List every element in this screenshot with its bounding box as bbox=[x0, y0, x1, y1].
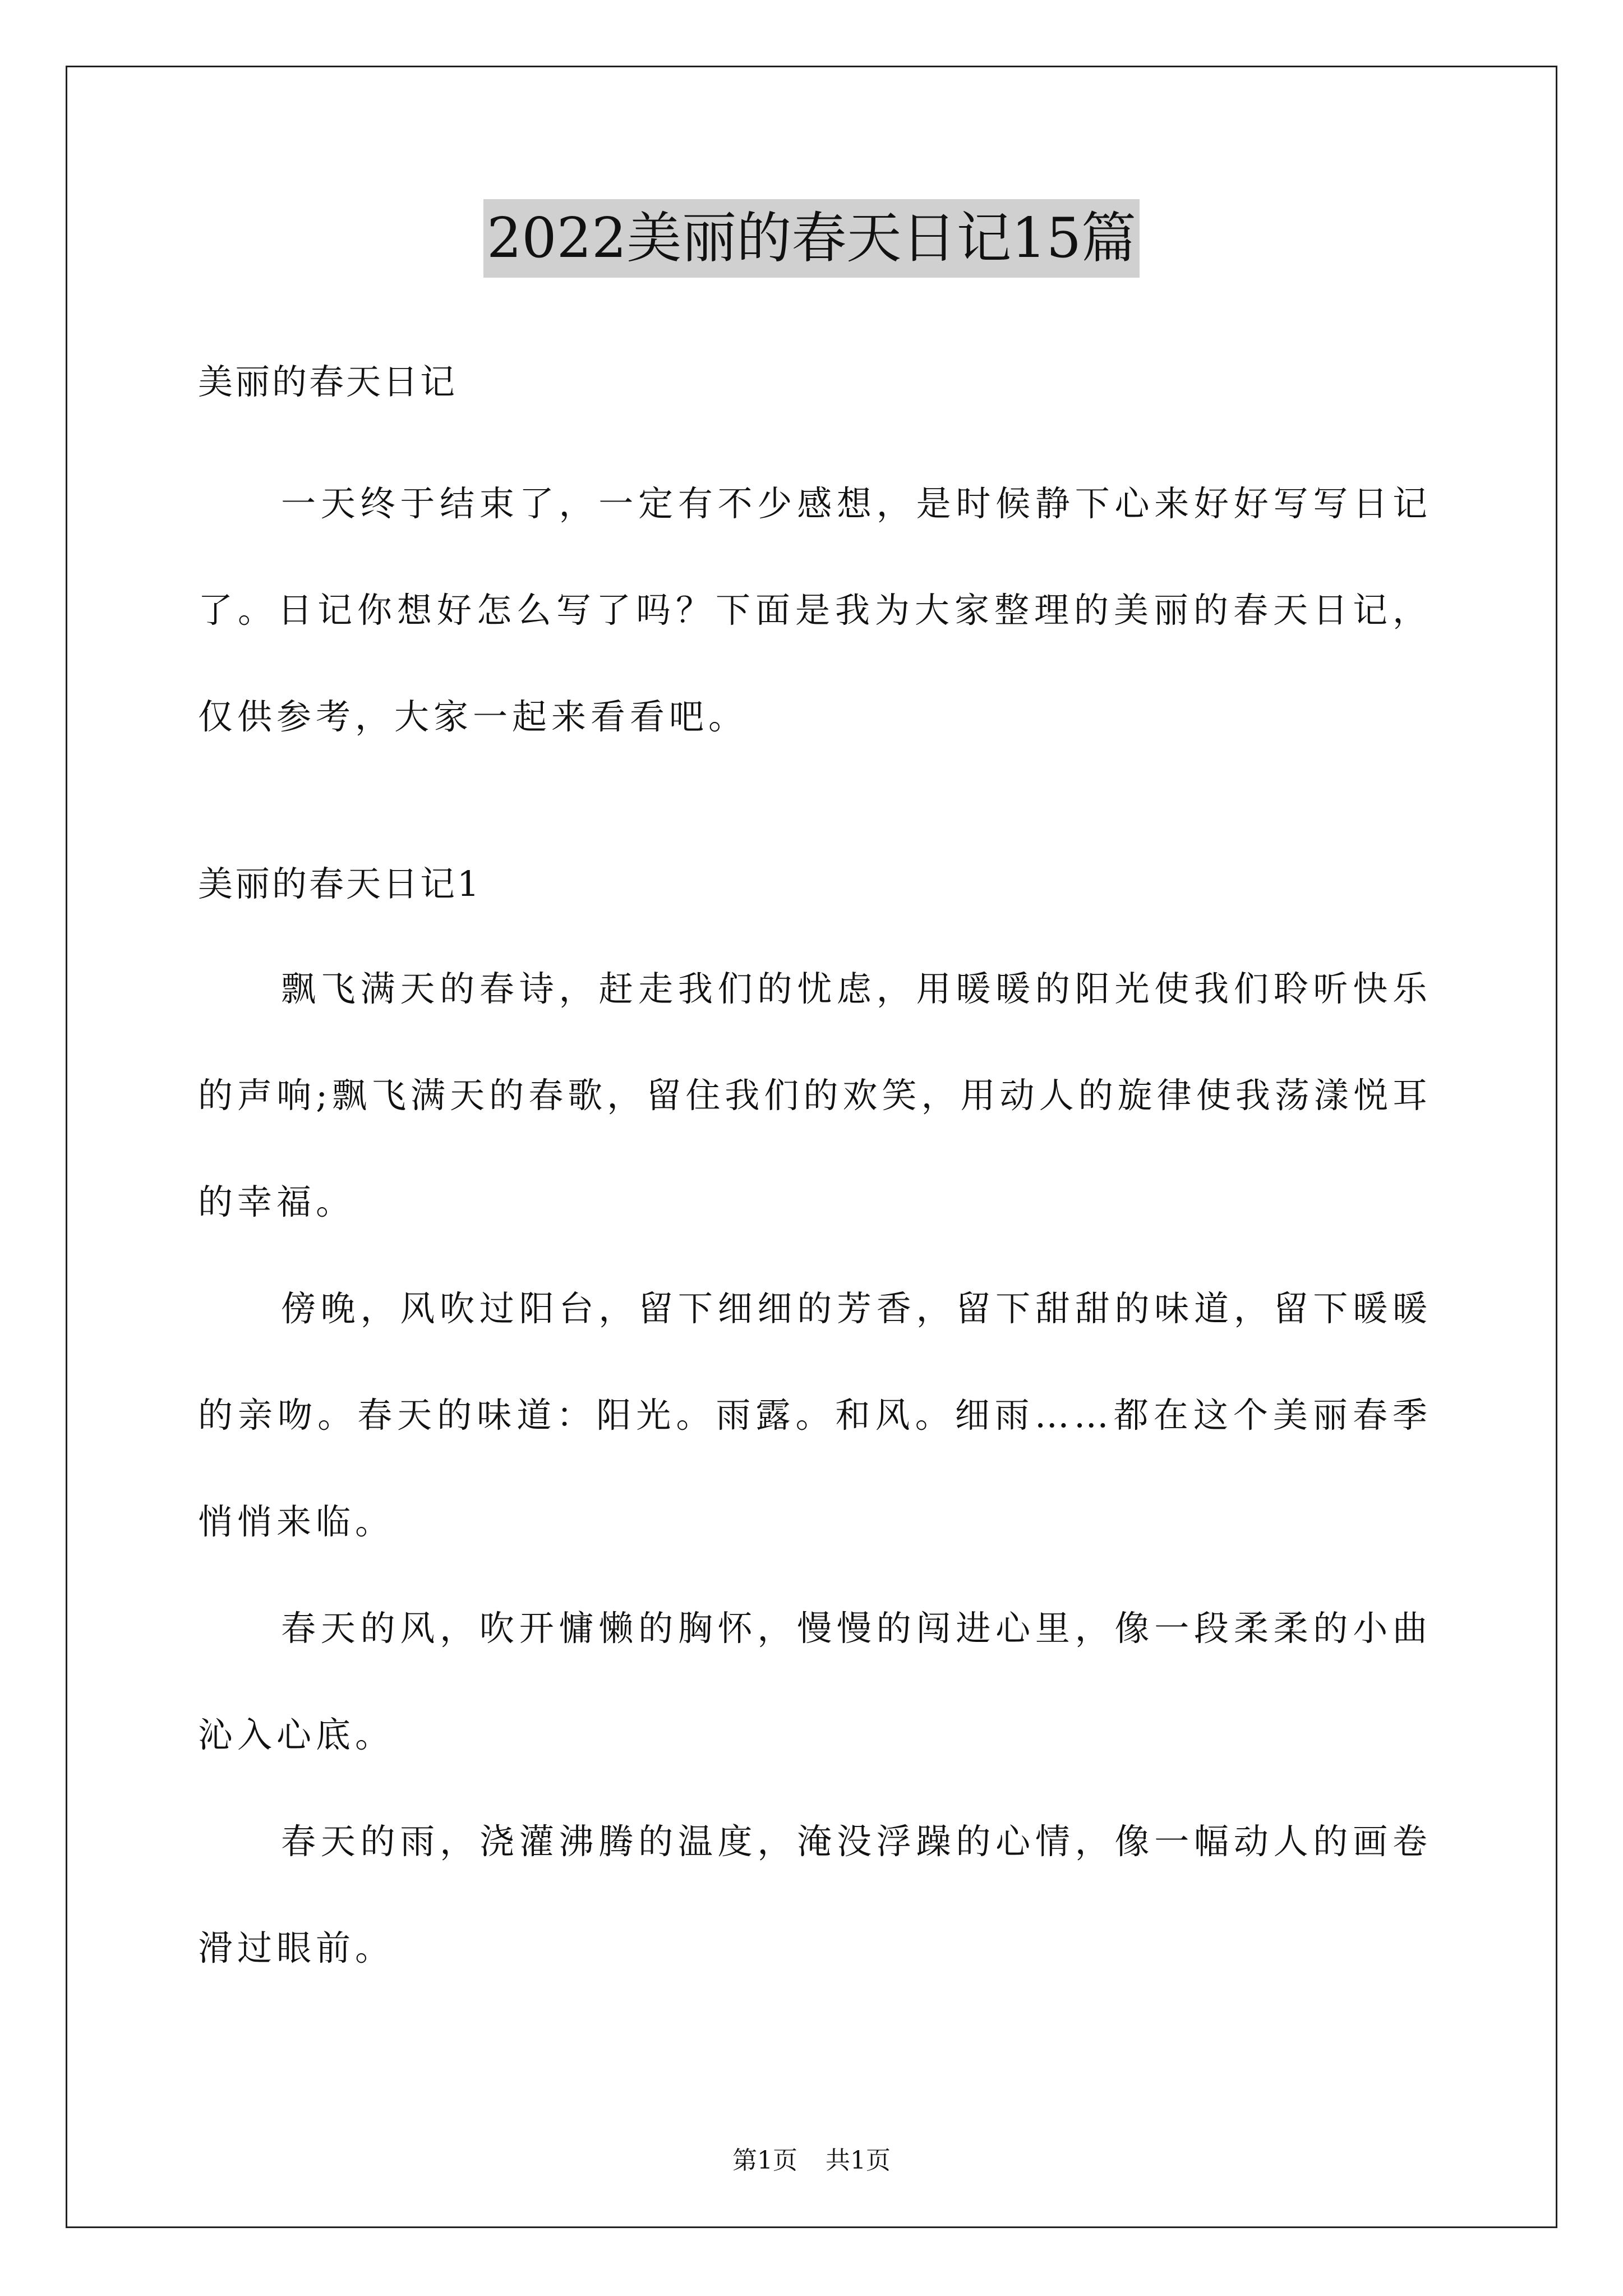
body-paragraph: 飘飞满天的春诗，赶走我们的忧虑，用暖暖的阳光使我们聆听快乐的声响;飘飞满天的春歌，留住我们的欢笑，用动人的旋律使我荡漾悦耳的幸福。 bbox=[198, 968, 1432, 1222]
intro-heading: 美丽的春天日记 bbox=[198, 361, 458, 402]
title-container bbox=[0, 199, 1623, 278]
body-paragraph: 傍晚，风吹过阳台，留下细细的芳香，留下甜甜的味道，留下暖暖的亲吻。春天的味道：阳光。雨露。和风。细雨……都在这个美丽春季悄悄来临。 bbox=[198, 1288, 1432, 1542]
section-heading: 美丽的春天日记1 bbox=[198, 863, 482, 904]
page-total: 共1页 bbox=[826, 2146, 891, 2175]
intro-paragraph: 一天终于结束了，一定有不少感想，是时候静下心来好好写写日记了。日记你想好怎么写了吗？下面是我为大家整理的美丽的春天日记，仅供参考，大家一起来看看吧。 bbox=[198, 483, 1432, 737]
body-paragraph: 春天的风，吹开慵懒的胸怀，慢慢的闯进心里，像一段柔柔的小曲沁入心底。 bbox=[198, 1608, 1432, 1755]
document-body bbox=[198, 347, 1432, 2001]
document-title: 2022美丽的春天日记15篇 bbox=[483, 199, 1140, 278]
body-paragraph: 春天的雨，浇灌沸腾的温度，淹没浮躁的心情，像一幅动人的画卷滑过眼前。 bbox=[198, 1821, 1432, 1968]
page-number: 第1页 bbox=[732, 2146, 797, 2175]
page-footer bbox=[0, 2140, 1623, 2176]
